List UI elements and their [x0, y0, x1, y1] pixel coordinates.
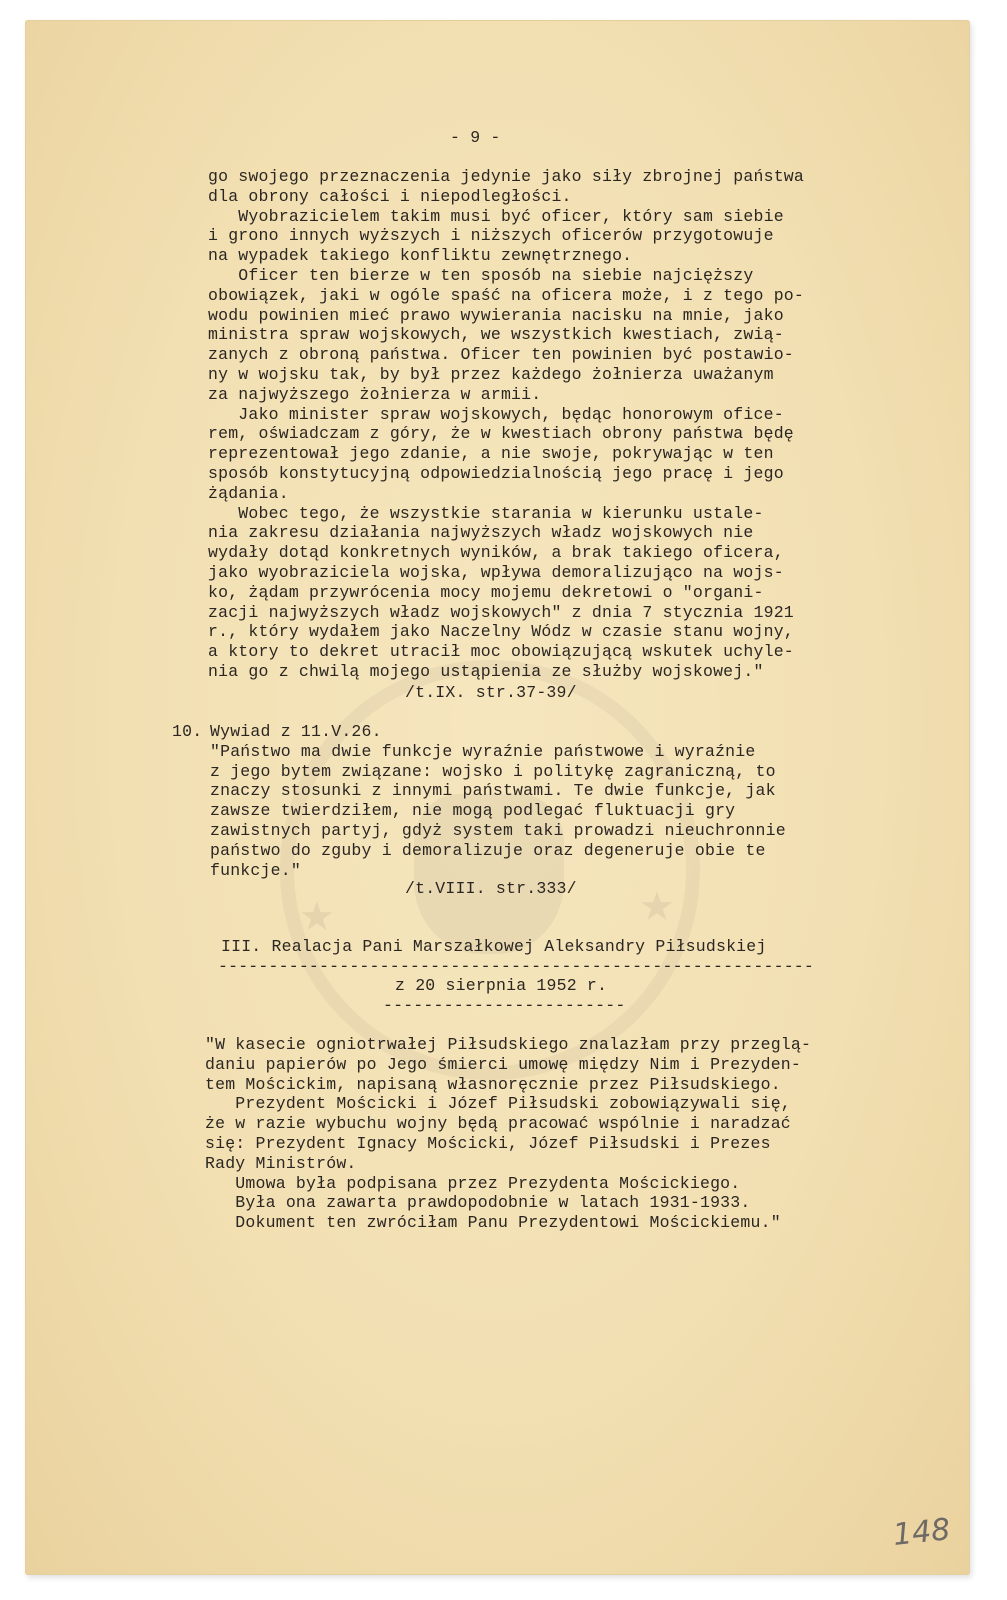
- stamp-star-icon: ★: [639, 884, 675, 930]
- source-reference: /t.VIII. str.333/: [405, 879, 577, 898]
- handwritten-page-annotation: 148: [891, 1512, 952, 1553]
- stamp-star-icon: ★: [299, 894, 335, 940]
- testimony-quote: "W kasecie ogniotrwałej Piłsudskiego znalazłam przy przeglą- daniu papierów po Jego śmierci umowę między Nim i Prezyden- tem Mościckim, napisaną własnoręcznie przez Piłsudskiego. Prezydent Mościcki i Józef Piłsudski zobowiązywali się, że w razie wybuchu wojny będą pracować wspólnie i naradzać się: Prezydent Ignacy Mościcki, Józef Piłsudski i Prezes Rady Ministrów. Umowa była podpisana przez Prezydenta Mościckiego. Była ona zawarta prawdopodobnie w latach 1931-1933. Dokument ten zwróciłam Panu Prezydentowi Mościckiemu.": [205, 1035, 812, 1233]
- interview-quote: Wywiad z 11.V.26. "Państwo ma dwie funkcje wyraźnie państwowe i wyraźnie z jego bytem związane: wojsko i politykę zagraniczną, to znaczy stosunki z innymi państwami. Te dwie funkcje, jak zawsze twierdziłem, nie mogą podlegać fluktuacji gry zawistnych partyj, gdyż system taki prowadzi nieuchronnie państwo do zguby i demoralizuje oraz degeneruje obie te funkcje.": [210, 722, 786, 880]
- body-text-continuation: go swojego przeznaczenia jedynie jako siły zbrojnej państwa dla obrony całości i niepodległości. Wyobrazicielem takim musi być oficer, który sam siebie i grono innych wyższych i niższych oficerów przygotowuje na wypadek takiego konfliktu zewnętrznego. Oficer ten bierze w ten sposób na siebie najcięższy obowiązek, jaki w ogóle spaść na oficera może, i z tego po- wodu powinien mieć prawo wywierania nacisku na mnie, jako ministra spraw wojskowych, we wszystkich kwestiach, zwią- zanych z obroną państwa. Oficer ten powinien być postawio- ny w wojsku tak, by był przez każdego żołnierza uważanym za najwyższego żołnierza w armii. Jako minister spraw wojskowych, będąc honorowym ofice- rem, oświadczam z góry, że w kwestiach obrony państwa będę reprezentował jego zdanie, a nie swoje, pokrywając w ten sposób konstytucyjną odpowiedzialnością jego pracę i jego żądania. Wobec tego, że wszystkie starania w kierunku ustale- nia zakresu działania najwyższych władz wojskowych nie wydały dotąd konkretnych wyników, a brak takiego oficera, jako wyobraziciela wojska, wpływa demoralizująco na wojs- ko, żądam przywrócenia mocy mojemu dekretowi o "organi- zacji najwyższych władz wojskowych" z dnia 7 stycznia 1921 r., który wydałem jako Naczelny Wódz w czasie stanu wojny, a ktory to dekret utracił moc obowiązującą wskutek uchyle- nia go z chwilą mojego ustąpienia ze służby wojskowej.": [208, 167, 804, 681]
- section-heading: III. Realacja Pani Marszałkowej Aleksandry Piłsudskiej: [221, 937, 767, 956]
- source-reference: /t.IX. str.37-39/: [405, 683, 577, 702]
- date-underline: ------------------------: [383, 996, 626, 1015]
- page-number: - 9 -: [450, 128, 501, 147]
- heading-underline: -----------------------------------------------------------: [218, 957, 814, 976]
- section-date: z 20 sierpnia 1952 r.: [395, 976, 608, 995]
- item-number: 10.: [172, 722, 203, 741]
